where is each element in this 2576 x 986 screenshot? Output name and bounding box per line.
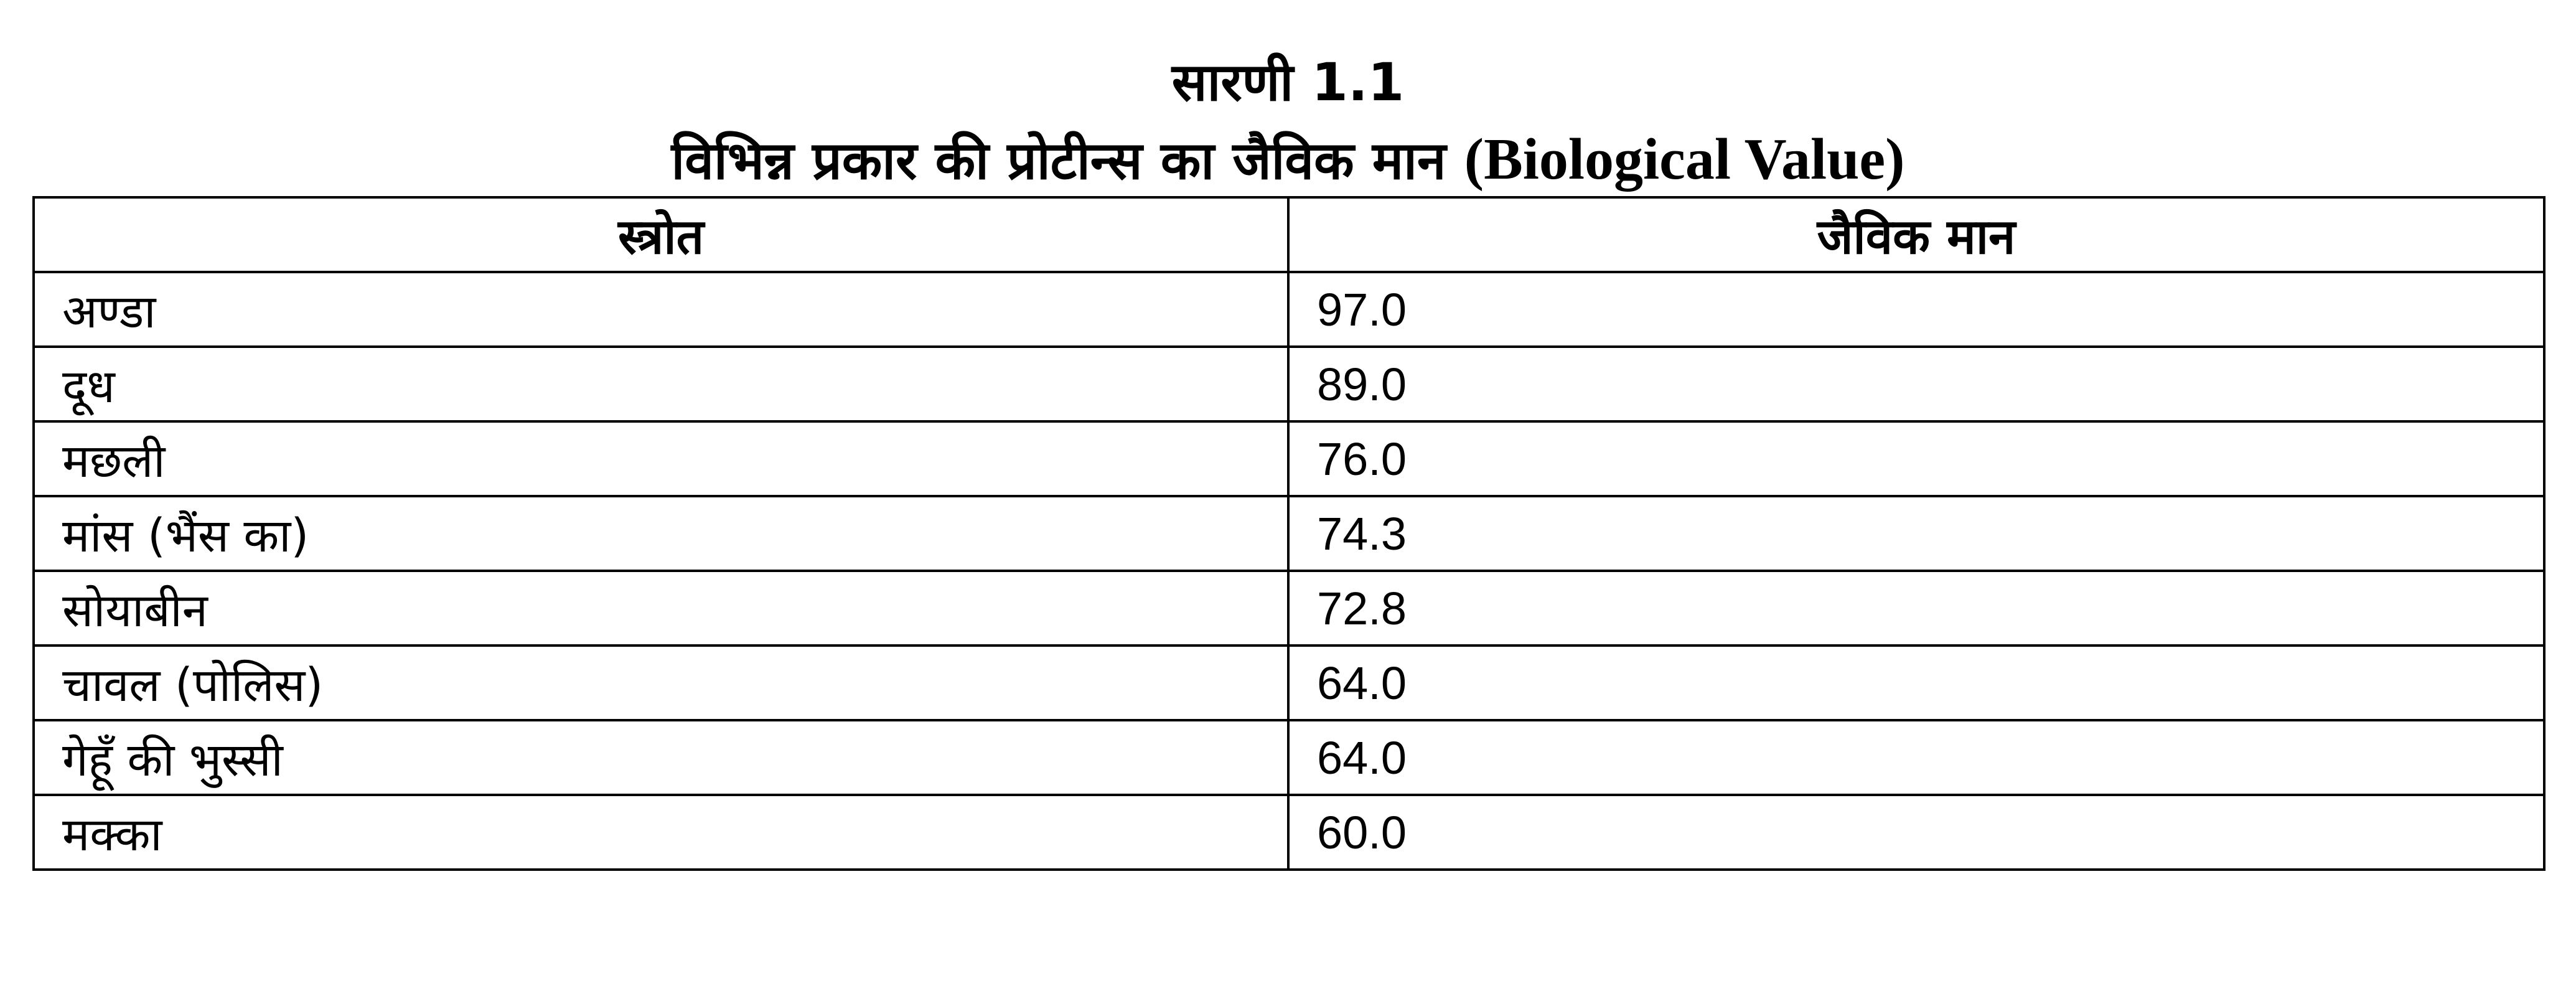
source-cell: मांस (भैंस का) bbox=[34, 496, 1288, 571]
value-cell: 64.0 bbox=[1288, 720, 2544, 795]
source-cell: सोयाबीन bbox=[34, 571, 1288, 646]
header-source: स्त्रोत bbox=[34, 197, 1288, 272]
table-label: सारणी 1.1 bbox=[1171, 52, 1405, 113]
table-row bbox=[34, 421, 2544, 496]
source-cell: दूध bbox=[34, 347, 1288, 421]
biological-value-table bbox=[32, 196, 2546, 871]
header-biological-value: जैविक मान bbox=[1288, 197, 2544, 272]
value-cell: 64.0 bbox=[1288, 646, 2544, 720]
table-header-row bbox=[34, 197, 2544, 272]
table-row bbox=[34, 795, 2544, 870]
source-cell: गेहूँ की भुस्सी bbox=[34, 720, 1288, 795]
table-row bbox=[34, 272, 2544, 347]
table-row bbox=[34, 720, 2544, 795]
value-cell: 60.0 bbox=[1288, 795, 2544, 870]
value-cell: 76.0 bbox=[1288, 421, 2544, 496]
table-row bbox=[34, 347, 2544, 421]
table-row bbox=[34, 571, 2544, 646]
table-row bbox=[34, 496, 2544, 571]
value-cell: 89.0 bbox=[1288, 347, 2544, 421]
caption-hindi: विभिन्न प्रकार की प्रोटीन्स का जैविक मान bbox=[671, 130, 1446, 191]
value-cell: 97.0 bbox=[1288, 272, 2544, 347]
source-cell: अण्डा bbox=[34, 272, 1288, 347]
source-cell: मछली bbox=[34, 421, 1288, 496]
value-cell: 72.8 bbox=[1288, 571, 2544, 646]
caption-english: (Biological Value) bbox=[1464, 127, 1905, 192]
table-row bbox=[34, 646, 2544, 720]
table-caption bbox=[0, 121, 2576, 199]
table-title-block bbox=[0, 44, 2576, 199]
source-cell: चावल (पोलिस) bbox=[34, 646, 1288, 720]
source-cell: मक्का bbox=[34, 795, 1288, 870]
value-cell: 74.3 bbox=[1288, 496, 2544, 571]
